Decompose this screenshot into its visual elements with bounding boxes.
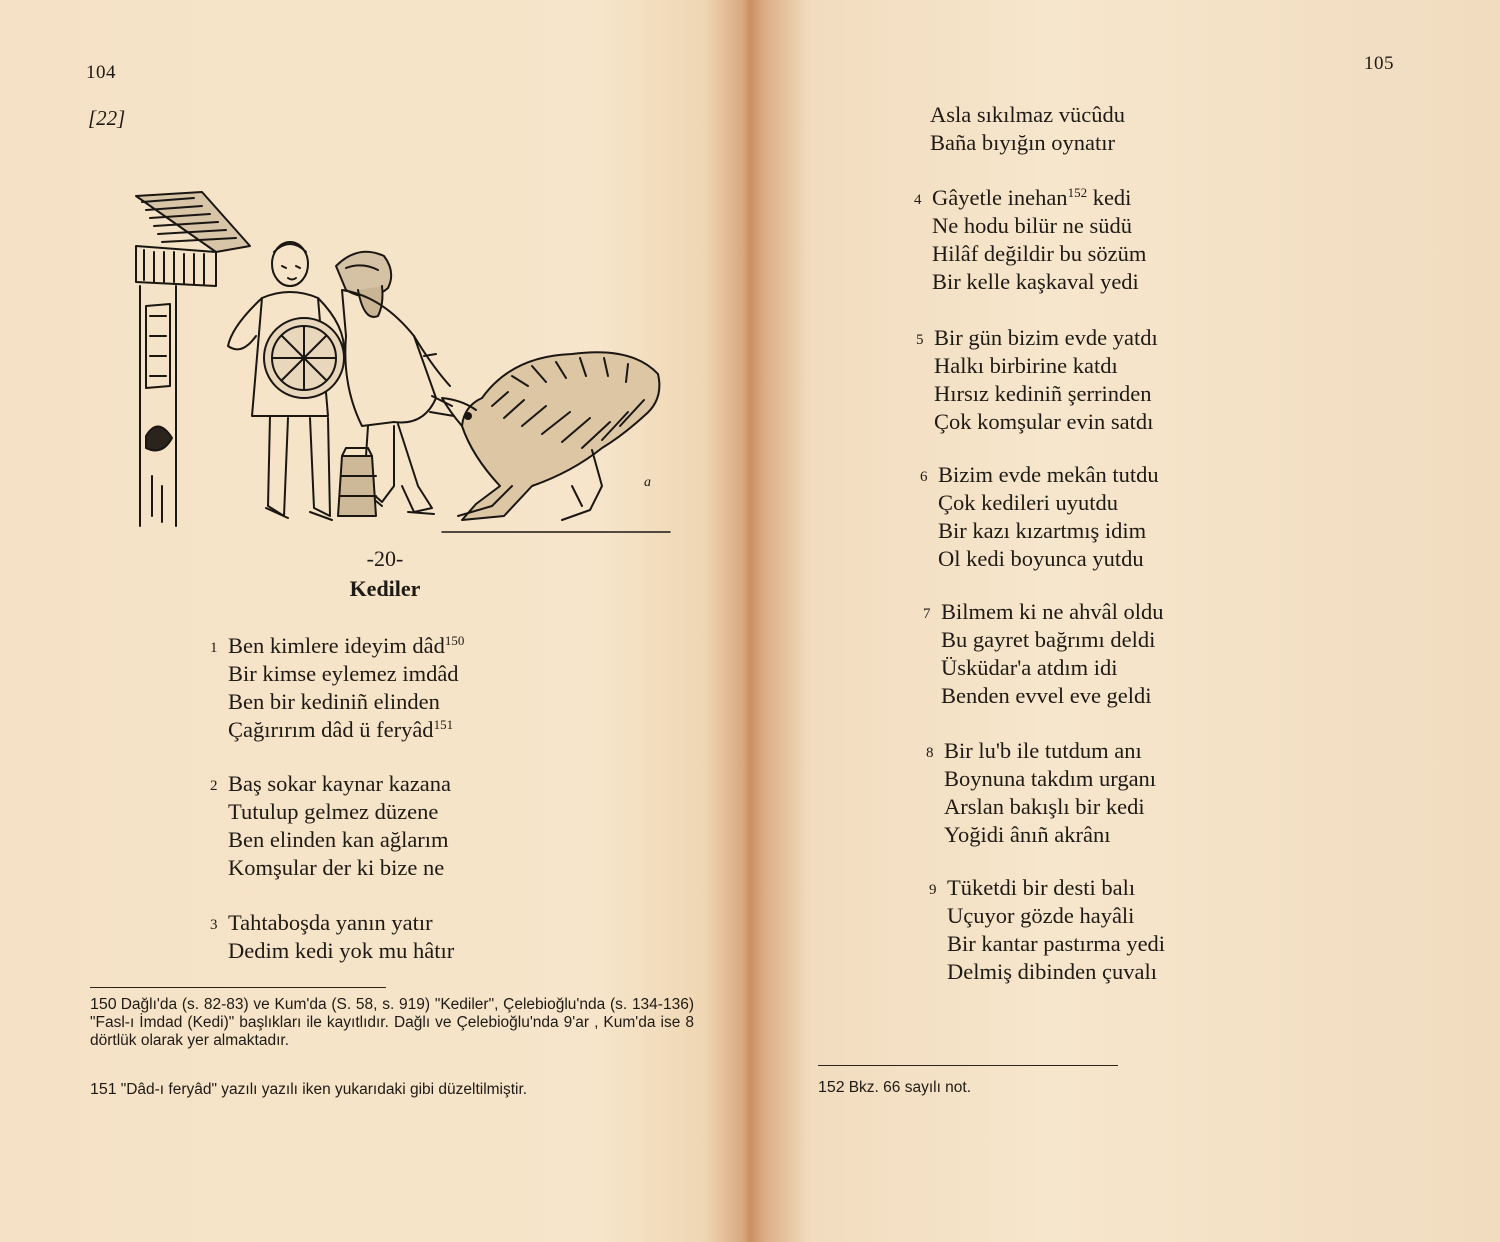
stanza-number: 3: [210, 917, 218, 933]
verse-line: Bir gün bizim evde yatdı: [934, 325, 1158, 350]
verse-line: Ne hodu bilür ne südü: [932, 213, 1132, 238]
verse-line: Hilâf değildir bu sözüm: [932, 241, 1147, 266]
verse-line: Yoğidi ânıñ akrânı: [944, 822, 1111, 847]
section-reference: [22]: [88, 106, 126, 130]
footnote-ref: 150: [444, 633, 465, 648]
verse-line: Ben bir kediniñ elinden: [228, 689, 440, 714]
stanza-7: [923, 598, 1164, 710]
stanza-continued: [930, 101, 1125, 157]
verse-line: Ben kimlere ideyim dâd$^{150}$: [228, 633, 465, 658]
stanza-number: 9: [929, 882, 937, 898]
stanza-number: 5: [916, 332, 924, 348]
page-number: 104: [86, 62, 116, 83]
stanza-3: [210, 909, 455, 965]
footnote-152: 152 Bkz. 66 sayılı not.: [818, 1079, 972, 1096]
page-number: 105: [1364, 53, 1394, 74]
stanza-number: 7: [923, 606, 931, 622]
verse-line: Bir lu'b ile tutdum anı: [944, 738, 1142, 763]
footnote-divider: [90, 987, 386, 988]
stanza-4: [914, 184, 1147, 296]
stanza-9: [929, 874, 1166, 986]
stanza-1: [210, 632, 465, 744]
verse-line: Delmiş dibinden çuvalı: [947, 959, 1157, 984]
stanza-number: 2: [210, 778, 218, 794]
verse-line: Gâyetle inehan$^{152}$ kedi: [932, 185, 1132, 210]
woodcut-illustration-icon: [132, 186, 672, 536]
left-page: [0, 0, 745, 1242]
verse-line: Boynuna takdım urganı: [944, 766, 1157, 791]
verse-line: Bilmem ki ne ahvâl oldu: [941, 599, 1164, 624]
stanza-2: [210, 770, 452, 882]
stanza-number: 4: [914, 192, 922, 208]
verse-line: Uçuyor gözde hayâli: [947, 903, 1135, 928]
svg-text:a: a: [644, 475, 651, 490]
right-page: [760, 0, 1500, 1242]
poem-number: -20-: [366, 546, 404, 571]
verse-line: Tüketdi bir desti balı: [947, 875, 1136, 900]
stanza-6: [920, 461, 1159, 573]
verse-line: Tahtaboşda yanın yatır: [228, 910, 433, 935]
footnote-151: 151 "Dâd-ı feryâd" yazılı yazılı iken yukarıdaki gibi düzeltilmiştir.: [90, 1081, 528, 1098]
verse-line: Üsküdar'a atdım idi: [941, 655, 1118, 680]
verse-line: Hırsız kediniñ şerrinden: [934, 381, 1152, 406]
verse-line: Bizim evde mekân tutdu: [938, 462, 1159, 487]
verse-line: Halkı birbirine katdı: [934, 353, 1118, 378]
verse-line: Bir kelle kaşkaval yedi: [932, 269, 1139, 294]
footnote-divider: [818, 1065, 1118, 1066]
poem-title: Kediler: [349, 576, 421, 601]
stanza-number: 6: [920, 469, 928, 485]
footnote-150: 150 Dağlı'da (s. 82-83) ve Kum'da (S. 58, s. 919) "Kediler", Çelebioğlu'nda (s. 134-136) "Fasl-ı İmdad (Kedi)" başlıkları ile kayıtlıdır. Dağlı ve Çelebioğlu'nda 9'ar , Kum'da ise 8 dörtlük olarak yer almaktadır.: [90, 996, 694, 1049]
verse-line: Komşular der ki bize ne: [228, 855, 445, 880]
verse-line: Dedim kedi yok mu hâtır: [228, 938, 455, 963]
footnote-ref: 152: [1067, 185, 1088, 200]
verse-line: Baña bıyığın oynatır: [930, 130, 1115, 155]
verse-line: Ben elinden kan ağlarım: [228, 827, 449, 852]
stanza-5: [916, 324, 1158, 436]
verse-line: Bir kazı kızartmış idim: [938, 518, 1147, 543]
verse-line: Benden evvel eve geldi: [941, 683, 1152, 708]
verse-line: Bir kimse eylemez imdâd: [228, 661, 459, 686]
verse-line: Arslan bakışlı bir kedi: [944, 794, 1145, 819]
verse-line: Asla sıkılmaz vücûdu: [930, 102, 1125, 127]
verse-line: Çağırırım dâd ü feryâd$^{151}$: [228, 717, 454, 742]
verse-line: Bir kantar pastırma yedi: [947, 931, 1166, 956]
stanza-number: 1: [210, 640, 218, 656]
verse-line: Ol kedi boyunca yutdu: [938, 546, 1144, 571]
verse-line: Çok komşular evin satdı: [934, 409, 1154, 434]
verse-line: Çok kedileri uyutdu: [938, 490, 1118, 515]
verse-line: Baş sokar kaynar kazana: [228, 771, 452, 796]
verse-line: Tutulup gelmez düzene: [228, 799, 439, 824]
stanza-8: [926, 737, 1157, 849]
stanza-number: 8: [926, 745, 934, 761]
verse-line: Bu gayret bağrımı deldi: [941, 627, 1156, 652]
footnote-ref: 151: [433, 717, 454, 732]
